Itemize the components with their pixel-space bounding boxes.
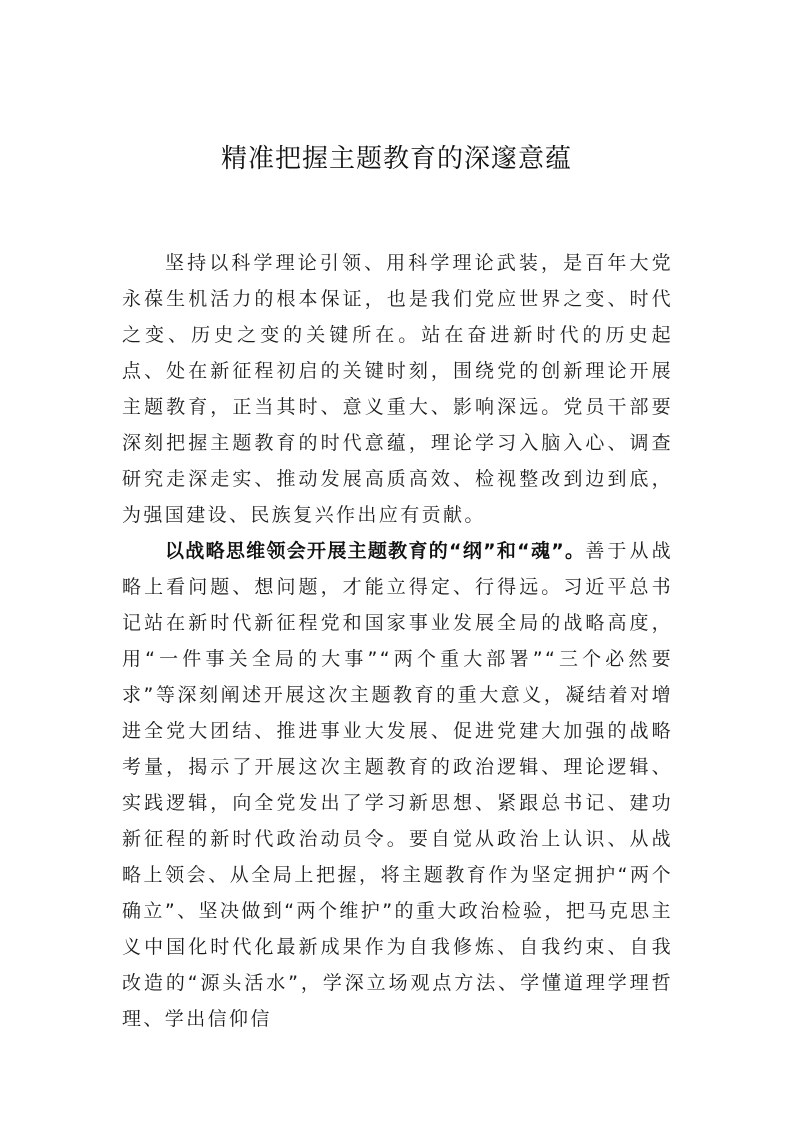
paragraph-text: 坚持以科学理论引领、用科学理论武装，是百年大党永葆生机活力的根本保证，也是我们党应世界之变、时代之变、历史之变的关键所在。站在奋进新时代的历史起点、处在新征程初启的关键时刻，围绕党的创新理论开展主题教育，正当其时、意义重大、影响深远。党员干部要深刻把握主题教育的时代意蕴，理论学习入脑入心、调查研究走深走实、推动发展高质高效、检视整改到边到底，为强国建设、民族复兴作出应有贡献。 (122, 252, 673, 526)
paragraph-text: 善于从战略上看问题、想问题，才能立得定、行得远。习近平总书记站在新时代新征程党和国家事业发展全局的战略高度，用“一件事关全局的大事”“两个重大部署”“三个必然要求”等深刻阐述开展这次主题教育的重大意义，凝结着对增进全党大团结、推进事业大发展、促进党建大加强的战略考量，揭示了开展这次主题教育的政治逻辑、理论逻辑、实践逻辑，向全党发出了学习新思想、紧跟总书记、建功新征程的新时代政治动员令。要自觉从政治上认识、从战略上领会、从全局上把握，将主题教育作为坚定拥护“两个确立”、坚决做到“两个维护”的重大政治检验，把马克思主义中国化时代化最新成果作为自我修炼、自我约束、自我改造的“源头活水”，学深立场观点方法、学懂道理学理哲理、学出信仰信 (122, 540, 673, 1030)
paragraph-lead-heading: 以战略思维领会开展主题教育的“纲”和“魂”。 (165, 540, 586, 562)
document-body (122, 245, 673, 1037)
paragraph-intro (122, 245, 673, 533)
paragraph-strategic-thinking (122, 533, 673, 1037)
document-title: 精准把握主题教育的深邃意蕴 (220, 144, 572, 174)
